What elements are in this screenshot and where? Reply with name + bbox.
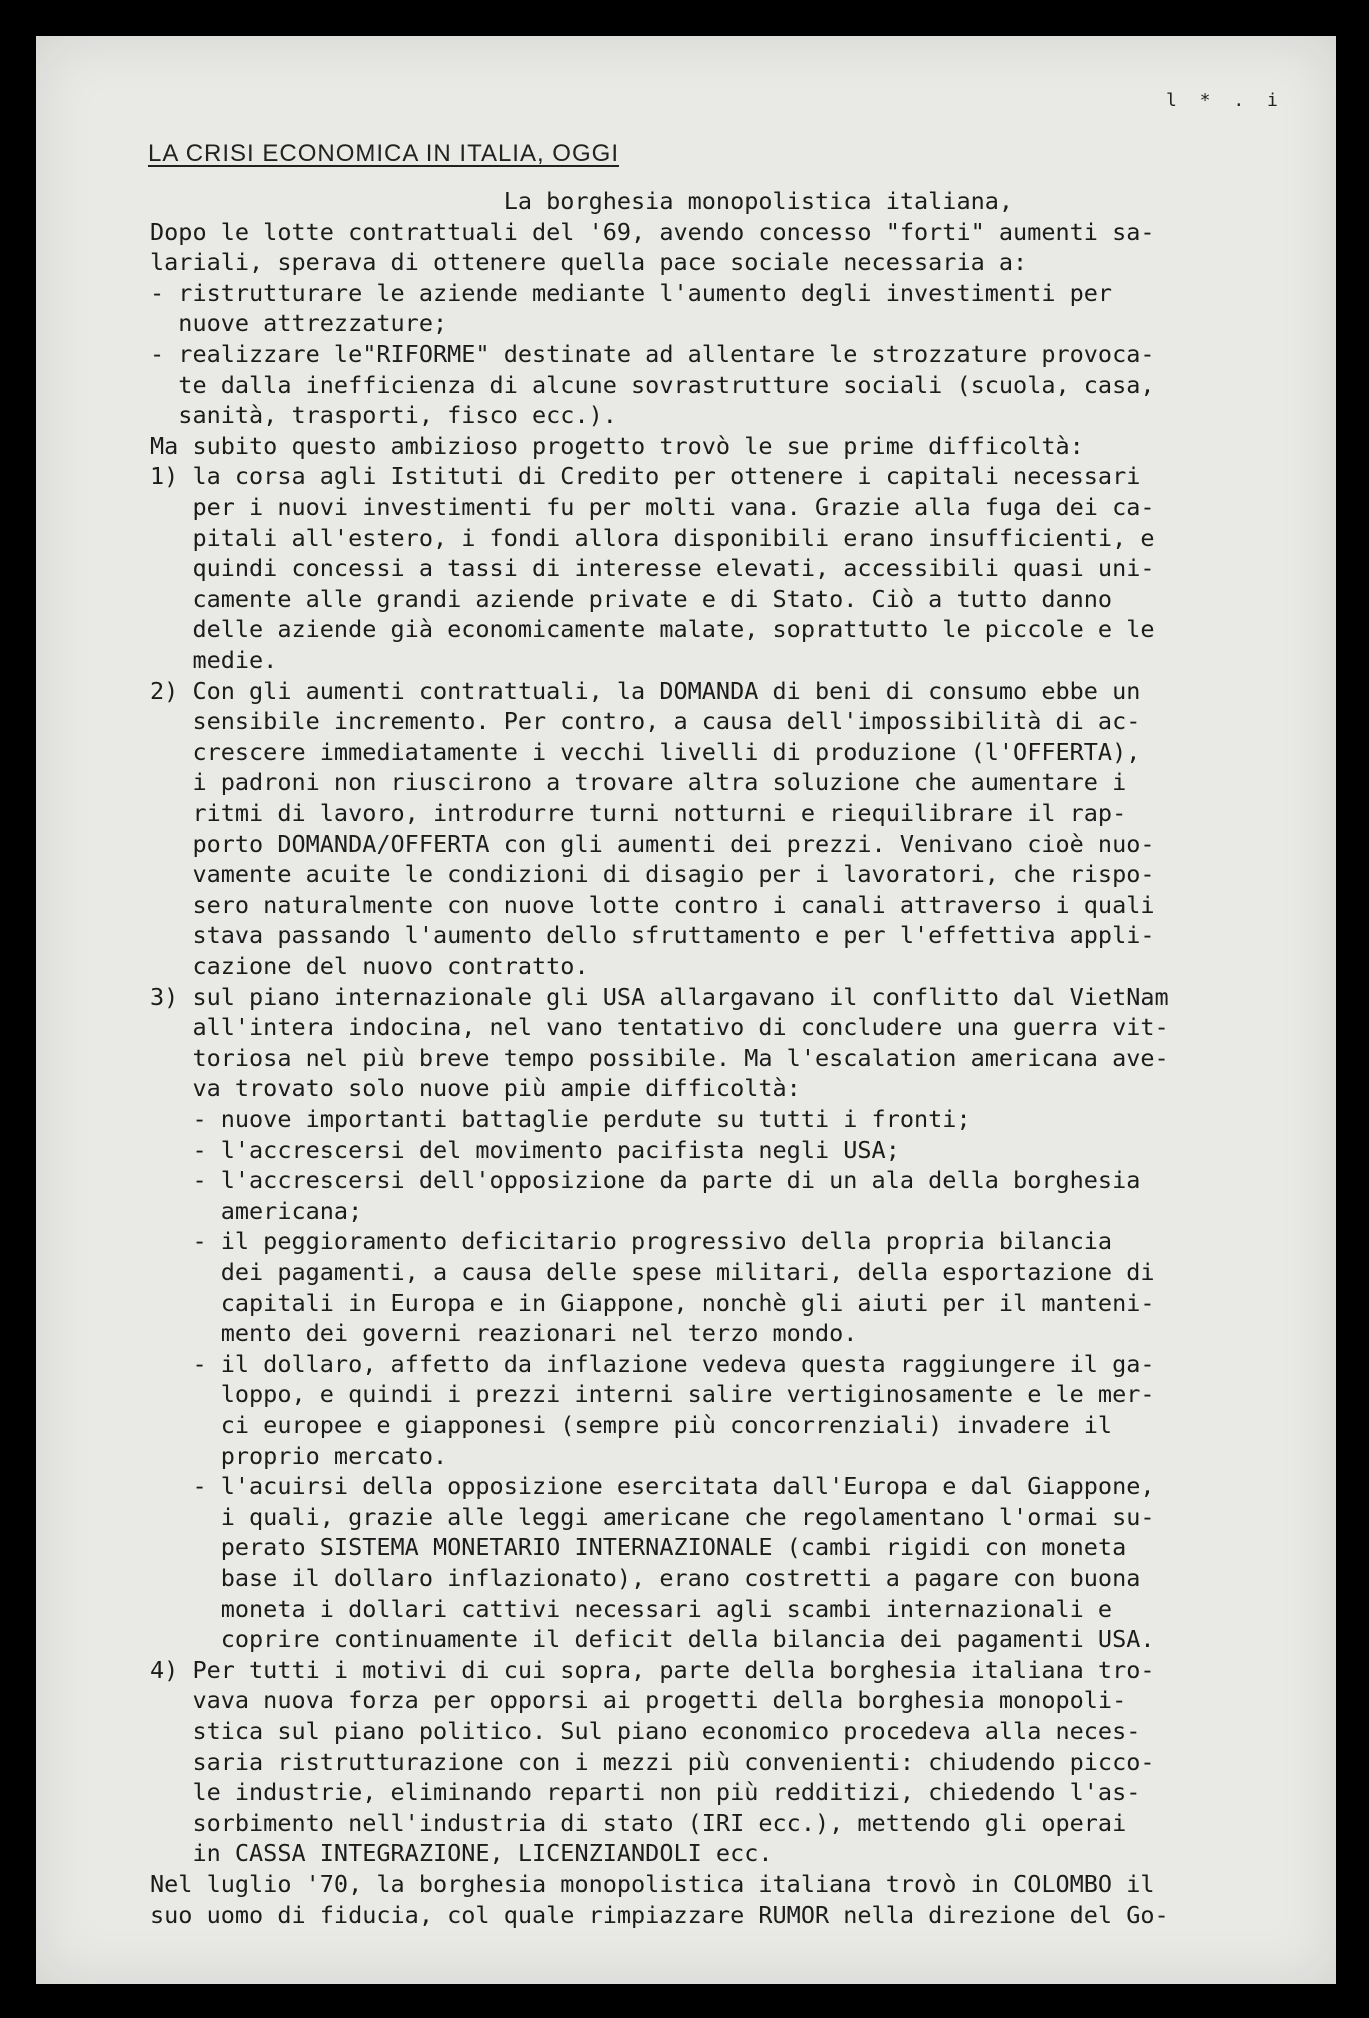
text-line: - realizzare le"RIFORME" destinate ad allentare le strozzature provoca- — [150, 340, 1155, 368]
text-line: i padroni non riuscirono a trovare altra soluzione che aumentare i — [150, 768, 1127, 797]
text-line: crescere immediatamente i vecchi livelli di produzione (l'OFFERTA), — [150, 737, 1141, 766]
document-title: LA CRISI ECONOMICA IN ITALIA, OGGI — [148, 140, 619, 167]
text-line: La borghesia monopolistica italiana, — [150, 187, 1014, 215]
text-line: Dopo le lotte contrattuali del '69, avendo concesso "forti" aumenti sa- — [150, 217, 1155, 246]
text-line: 3) sul piano internazionale gli USA allargavano il conflitto dal VietNam — [150, 982, 1169, 1011]
text-line: te dalla inefficienza di alcune sovrastrutture sociali (scuola, casa, — [150, 370, 1155, 399]
text-line: va trovato solo nuove più ampie difficoltà: — [150, 1074, 801, 1103]
text-line: sanità, trasporti, fisco ecc.). — [150, 401, 617, 430]
text-line: porto DOMANDA/OFFERTA con gli aumenti dei prezzi. Venivano cioè nuo- — [150, 829, 1155, 858]
text-line: nuove attrezzature; — [150, 309, 448, 338]
text-line: - l'accrescersi del movimento pacifista negli USA; — [150, 1135, 900, 1164]
text-line: capitali in Europa e in Giappone, nonchè gli aiuti per il manteni- — [150, 1288, 1155, 1317]
text-line: - nuove importanti battaglie perdute su tutti i fronti; — [150, 1105, 971, 1133]
text-line: loppo, e quindi i prezzi interni salire vertiginosamente e le mer- — [150, 1380, 1155, 1409]
text-line: - il peggioramento deficitario progressivo della propria bilancia — [150, 1227, 1113, 1256]
text-line: camente alle grandi aziende private e di Stato. Ciò a tutto danno — [150, 584, 1113, 613]
text-line: perato SISTEMA MONETARIO INTERNAZIONALE (cambi rigidi con moneta — [150, 1533, 1127, 1562]
text-line: quindi concessi a tassi di interesse elevati, accessibili quasi uni- — [150, 554, 1155, 583]
corner-marks: l * . i — [1166, 90, 1284, 111]
text-line: le industrie, eliminando reparti non più redditizi, chiedendo l'as- — [150, 1778, 1141, 1807]
text-line: per i nuovi investimenti fu per molti vana. Grazie alla fuga dei ca- — [150, 493, 1155, 521]
text-line: Nel luglio '70, la borghesia monopolistica italiana trovò in COLOMBO il — [150, 1870, 1155, 1898]
text-line: i quali, grazie alle leggi americane che regolamentano l'ormai su- — [150, 1502, 1155, 1531]
text-line: in CASSA INTEGRAZIONE, LICENZIANDOLI ecc. — [150, 1839, 773, 1868]
text-line: medie. — [150, 646, 278, 674]
text-line: - l'accrescersi dell'opposizione da parte di un ala della borghesia — [150, 1166, 1141, 1195]
text-line: stica sul piano politico. Sul piano economico procedeva alla neces- — [150, 1717, 1141, 1745]
text-line: saria ristrutturazione con i mezzi più convenienti: chiudendo picco- — [150, 1747, 1155, 1776]
text-line: Ma subito questo ambizioso progetto trovò le sue prime difficoltà: — [150, 431, 1084, 460]
text-line: vamente acuite le condizioni di disagio per i lavoratori, che rispo- — [150, 860, 1155, 889]
text-line: americana; — [150, 1196, 363, 1225]
text-line: sero naturalmente con nuove lotte contro i canali attraverso i quali — [150, 890, 1155, 919]
text-line: moneta i dollari cattivi necessari agli scambi internazionali e — [150, 1594, 1113, 1623]
text-line: stava passando l'aumento dello sfruttamento e per l'effettiva appli- — [150, 921, 1155, 950]
text-line: cazione del nuovo contratto. — [150, 952, 589, 980]
text-line: - l'acuirsi della opposizione esercitata dall'Europa e dal Giappone, — [150, 1472, 1155, 1501]
text-line: vava nuova forza per opporsi ai progetti della borghesia monopoli- — [150, 1686, 1127, 1715]
text-line: pitali all'estero, i fondi allora disponibili erano insufficienti, e — [150, 523, 1155, 552]
text-line: 2) Con gli aumenti contrattuali, la DOMANDA di beni di consumo ebbe un — [150, 676, 1141, 705]
text-line: - il dollaro, affetto da inflazione vedeva questa raggiungere il ga- — [150, 1349, 1155, 1378]
text-line: all'intera indocina, nel vano tentativo di concludere una guerra vit- — [150, 1013, 1169, 1042]
text-line: base il dollaro inflazionato), erano costretti a pagare con buona — [150, 1564, 1141, 1592]
text-line: mento dei governi reazionari nel terzo mondo. — [150, 1319, 858, 1348]
text-line: 1) la corsa agli Istituti di Credito per ottenere i capitali necessari — [150, 462, 1141, 491]
document-page — [36, 36, 1336, 1984]
text-line: sorbimento nell'industria di stato (IRI ecc.), mettendo gli operai — [150, 1808, 1127, 1837]
text-line: proprio mercato. — [150, 1441, 448, 1470]
text-line: ci europee e giapponesi (sempre più concorrenziali) invadere il — [150, 1411, 1113, 1439]
text-line: lariali, sperava di ottenere quella pace sociale necessaria a: — [150, 248, 1028, 277]
text-line: suo uomo di fiducia, col quale rimpiazzare RUMOR nella direzione del Go- — [150, 1900, 1169, 1929]
text-line: toriosa nel più breve tempo possibile. Ma l'escalation americana ave- — [150, 1043, 1169, 1072]
text-line: ritmi di lavoro, introdurre turni notturni e riequilibrare il rap- — [150, 799, 1127, 827]
text-line: coprire continuamente il deficit della bilancia dei pagamenti USA. — [150, 1625, 1155, 1654]
text-line: 4) Per tutti i motivi di cui sopra, parte della borghesia italiana tro- — [150, 1655, 1155, 1684]
document-body — [36, 36, 1336, 1984]
text-line: delle aziende già economicamente malate, soprattutto le piccole e le — [150, 615, 1155, 644]
text-line: sensibile incremento. Per contro, a causa dell'impossibilità di ac- — [150, 707, 1141, 736]
text-line: - ristrutturare le aziende mediante l'aumento degli investimenti per — [150, 278, 1113, 307]
text-line: dei pagamenti, a causa delle spese militari, della esportazione di — [150, 1258, 1155, 1286]
